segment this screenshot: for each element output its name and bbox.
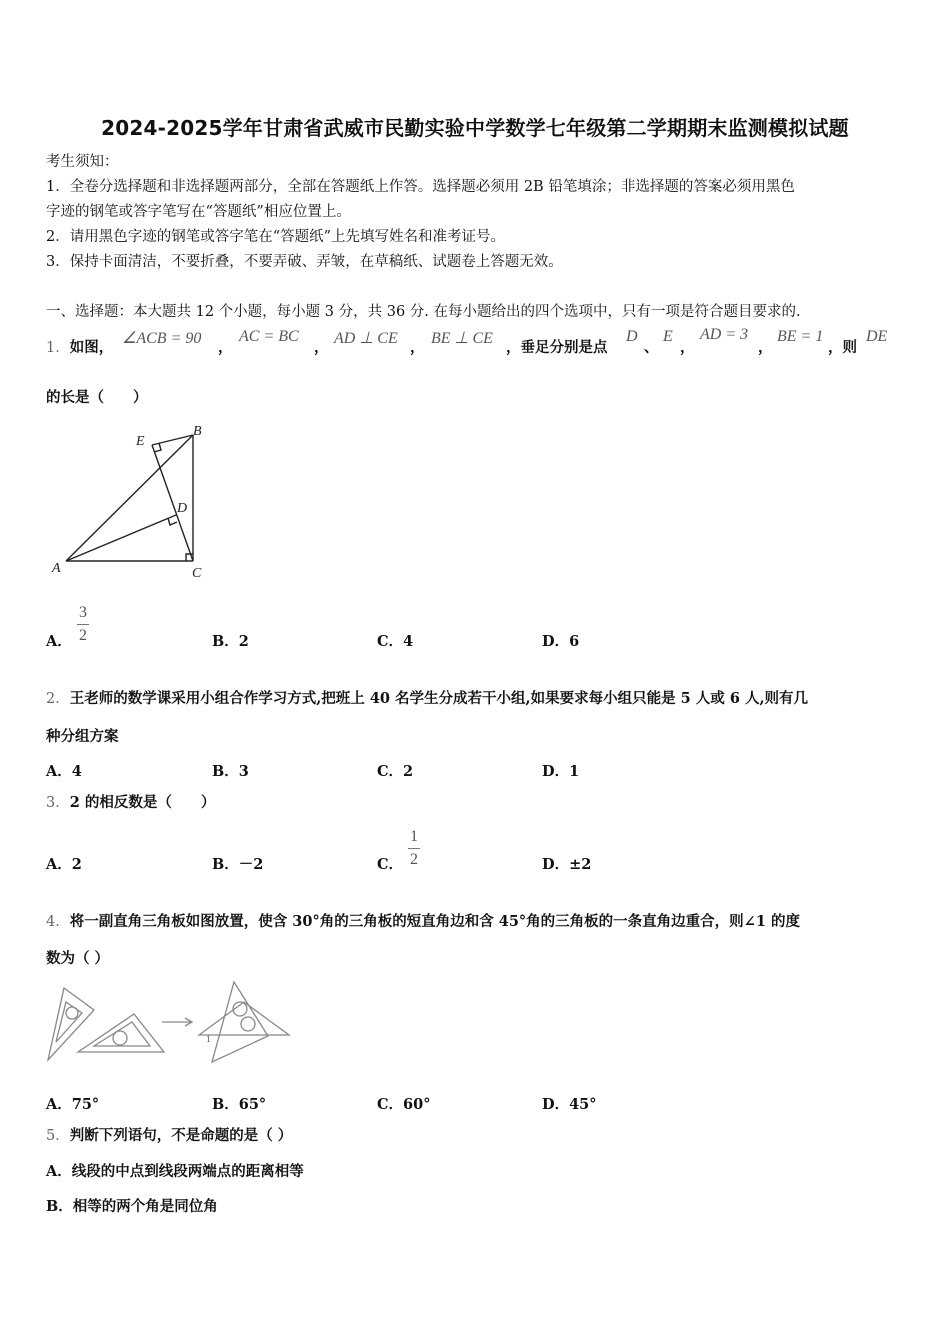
q5-text: 判断下列语句，不是命题的是（ ） (69, 1127, 293, 1144)
q1-math-ad-perp: AD ⊥ CE (334, 330, 398, 347)
notice-line-1-cont: 字迹的钢笔或答字笔写在“答题纸”相应位置上。 (46, 204, 351, 220)
q1-number: 1． (46, 340, 70, 356)
q4-combined-hole-2 (241, 1017, 255, 1031)
q2-stem (46, 689, 808, 709)
q1-option-d[interactable]: D．6 (542, 633, 580, 650)
q4-option-d[interactable]: D．45° (542, 1096, 597, 1113)
q4-stem (46, 912, 800, 932)
notice-line-2: 2．请用黑色字迹的钢笔或答字笔在“答题纸”上先填写姓名和准考证号。 (46, 229, 506, 245)
q1-label-c: C (192, 566, 202, 581)
q1-option-b[interactable]: B．2 (212, 633, 249, 650)
q5-stem (46, 1126, 292, 1146)
section-heading: 一、选择题：本大题共 12 个小题，每小题 3 分，共 36 分. 在每小题给出的四个选项中，只有一项是符合题目要求的. (46, 304, 801, 320)
q1-dun: 、 (644, 339, 659, 356)
q3-option-d[interactable]: D．±2 (542, 856, 592, 873)
q2-text-cont: 种分组方案 (46, 728, 119, 745)
q1-sep-2: ， (314, 339, 329, 356)
q1-right-angle-d (168, 518, 177, 525)
q1-then: ，则 (828, 339, 857, 356)
q3-option-c-fraction (408, 828, 420, 869)
q1-stem (46, 338, 113, 358)
q3-option-c-label: C． (377, 856, 404, 873)
q3-number: 3． (46, 795, 70, 811)
q1-line-ad (66, 515, 176, 561)
q4-option-b[interactable]: B．65° (212, 1096, 267, 1113)
q1-figure (46, 415, 226, 585)
q4-option-a[interactable]: A．75° (46, 1096, 100, 1113)
q3-stem (46, 793, 215, 813)
q1-math-equal-sides: AC = BC (239, 328, 299, 345)
q3-option-c-numerator: 1 (410, 828, 418, 845)
q1-sep-1: ， (218, 339, 233, 356)
q1-option-c[interactable]: C．4 (377, 633, 414, 650)
q2-text: 王老师的数学课采用小组合作学习方式,把班上 40 名学生分成若干小组,如果要求每小组只能是 5 人或 6 人,则有几 (69, 690, 809, 707)
q4-text: 将一副直角三角板如图放置，使含 30°角的三角板的短直角边和含 45°角的三角板的一条直角边重合，则∠1 的度 (69, 913, 800, 930)
q3-option-c[interactable] (377, 853, 403, 874)
q4-triangle-45-hole (113, 1031, 127, 1045)
q1-math-d: D (626, 328, 638, 345)
q1-sep-5: ， (758, 339, 773, 356)
q1-math-be: BE = 1 (777, 328, 824, 345)
q1-option-a-label: A． (46, 633, 72, 650)
q5-option-a[interactable]: A．线段的中点到线段两端点的距离相等 (46, 1163, 304, 1180)
q1-label-d: D (177, 501, 188, 516)
q3-text: 2 的相反数是（ ） (69, 794, 216, 811)
q1-math-angle: ∠ACB = 90 (122, 330, 202, 347)
q1-math-be-perp: BE ⊥ CE (431, 330, 493, 347)
q1-option-a[interactable] (46, 630, 72, 651)
notice-line-3: 3．保持卡面清洁，不要折叠，不要弄破、弄皱，在草稿纸、试题卷上答题无效。 (46, 254, 563, 270)
q4-triangle-30-hole (66, 1007, 78, 1019)
q1-option-a-denominator: 2 (79, 627, 87, 644)
q4-combined-30 (212, 982, 268, 1062)
q1-line-ab (66, 435, 193, 561)
q1-math-e: E (663, 328, 673, 345)
q2-option-c[interactable]: C．2 (377, 763, 414, 780)
q1-label-b: B (193, 424, 202, 439)
q1-option-a-fraction (77, 604, 89, 645)
q1-option-a-numerator: 3 (79, 604, 87, 621)
q1-tail: 的长是（ ） (46, 389, 148, 406)
q1-label-a: A (52, 561, 61, 576)
q1-sep-3: ， (410, 339, 425, 356)
q3-option-b[interactable]: B．－2 (212, 856, 264, 873)
q4-option-c[interactable]: C．60° (377, 1096, 431, 1113)
q2-option-a[interactable]: A．4 (46, 763, 82, 780)
q1-math-ad: AD = 3 (700, 326, 749, 343)
q2-number: 2． (46, 691, 70, 707)
q2-option-d[interactable]: D．1 (542, 763, 580, 780)
q4-text-cont: 数为（ ） (46, 950, 110, 967)
q5-number: 5． (46, 1128, 70, 1144)
q1-math-de: DE (866, 328, 888, 345)
q3-option-a[interactable]: A．2 (46, 856, 82, 873)
q1-line-eb (152, 435, 193, 445)
q5-option-b[interactable]: B．相等的两个角是同位角 (46, 1198, 218, 1215)
notice-heading: 考生须知： (46, 154, 119, 170)
q2-option-b[interactable]: B．3 (212, 763, 249, 780)
q3-option-c-denominator: 2 (410, 851, 418, 868)
q4-triangle-45-inner (94, 1022, 150, 1046)
q1-sep-4: ， (680, 339, 695, 356)
q1-foot-text: ，垂足分别是点 (506, 339, 608, 356)
q1-label-e: E (136, 434, 145, 449)
q4-figure (44, 980, 294, 1065)
q4-angle-label: 1 (206, 1034, 211, 1044)
page-title: 2024-2025学年甘肃省武威市民勤实验中学数学七年级第二学期期末监测模拟试题 (101, 116, 849, 140)
q4-triangle-30-outer (48, 988, 94, 1060)
notice-line-1: 1．全卷分选择题和非选择题两部分，全部在答题纸上作答。选择题必须用 2B 铅笔填涂；非选择题的答案必须用黑色 (46, 179, 795, 195)
q1-intro: 如图， (69, 339, 114, 356)
q4-number: 4． (46, 914, 70, 930)
